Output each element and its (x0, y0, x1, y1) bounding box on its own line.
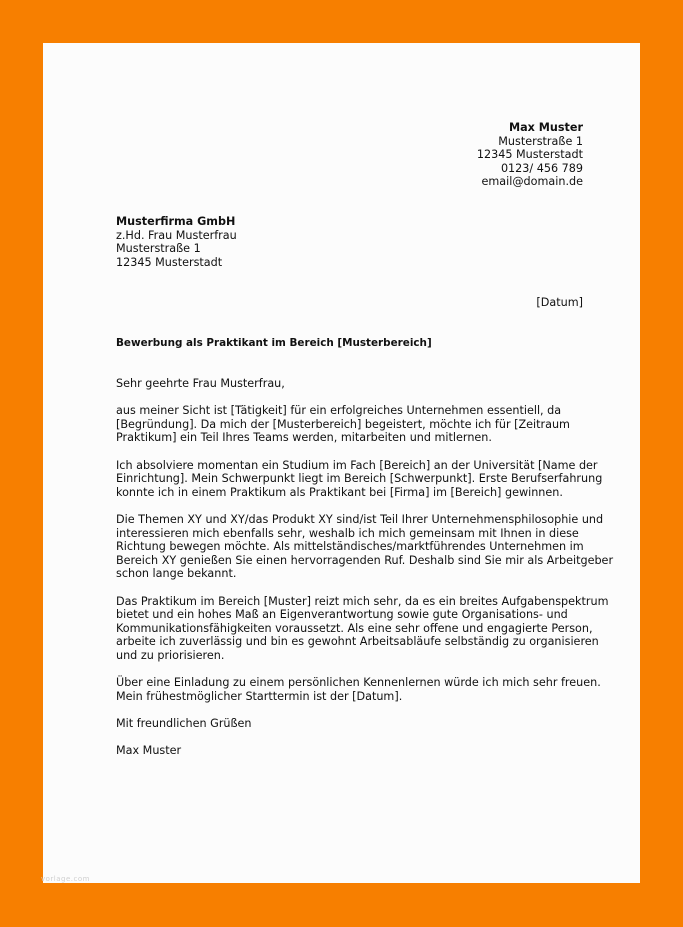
paragraph-line: Richtung bewegen möchte. Als mittelständisches/marktführendes Unternehmen im (116, 540, 584, 554)
sender-email: email@domain.de (481, 175, 583, 189)
letter-subject: Bewerbung als Praktikant im Bereich [Musterbereich] (116, 337, 432, 349)
paragraph-line: interessieren mich ebenfalls sehr, weshalb ich mich gemeinsam mit Ihnen in diese (116, 526, 579, 540)
paragraph-line: [Begründung]. Da mich der [Musterbereich] begeistert, möchte ich für [Zeitraum (116, 417, 570, 431)
sender-phone: 0123/ 456 789 (500, 161, 583, 175)
letter-page (43, 43, 640, 883)
paragraph-line: Die Themen XY und XY/das Produkt XY sind/ist Teil Ihrer Unternehmensphilosophie und (116, 512, 604, 526)
letter-body (116, 377, 614, 771)
sender-block (477, 121, 583, 189)
paragraph-line: Einrichtung]. Mein Schwerpunkt liegt im Bereich [Schwerpunkt]. Erste Berufserfahrung (116, 472, 603, 486)
body-paragraph (116, 458, 603, 500)
paragraph-line: Praktikum] ein Teil Ihres Teams werden, mitarbeiten und mitlernen. (116, 431, 492, 445)
letter-date: [Datum] (536, 296, 583, 309)
paragraph-line: aus meiner Sicht ist [Tätigkeit] für ein erfolgreiches Unternehmen essentiell, da (116, 404, 562, 418)
paragraph-line: Das Praktikum im Bereich [Muster] reizt mich sehr, da es ein breites Aufgabenspektrum (116, 594, 609, 608)
recipient-company: Musterfirma GmbH (116, 215, 236, 228)
watermark: vorlage.com (41, 875, 90, 883)
body-paragraph (116, 512, 614, 581)
paragraph-line: Mein frühestmöglicher Starttermin ist der [Datum]. (116, 689, 403, 703)
paragraph-line: und zu priorisieren. (116, 648, 225, 662)
recipient-street: Musterstraße 1 (116, 242, 201, 256)
sender-street: Musterstraße 1 (498, 134, 583, 148)
recipient-attention: z.Hd. Frau Musterfrau (116, 228, 237, 242)
salutation: Sehr geehrte Frau Musterfrau, (116, 377, 285, 390)
paragraph-line: Bereich XY genießen Sie einen hervorragenden Ruf. Deshalb sind Sie mir als Arbeitgeber (116, 553, 614, 567)
paragraph-line: schon lange bekannt. (116, 567, 237, 581)
body-paragraph (116, 404, 586, 445)
paragraph-line: Kommunikationsfähigkeiten voraussetzt. Als eine sehr offene und engagierte Person, (116, 621, 593, 635)
recipient-block (116, 215, 237, 269)
paragraph-line: Ich absolviere momentan ein Studium im Fach [Bereich] an der Universität [Name der (116, 458, 598, 472)
paragraph-line: Über eine Einladung zu einem persönlichen Kennenlernen würde ich mich sehr freuen. (116, 676, 601, 690)
body-paragraph (116, 594, 609, 663)
paragraphs (116, 404, 614, 703)
sender-name: Max Muster (508, 121, 583, 134)
paragraph-line: arbeite ich zuverlässig und bin es gewohnt Arbeitsabläufe selbständig zu organisieren (116, 635, 599, 649)
body-paragraph (116, 676, 601, 703)
recipient-city: 12345 Musterstadt (116, 255, 223, 269)
paragraph-line: konnte ich in einem Praktikum als Praktikant bei [Firma] im [Bereich] gewinnen. (116, 485, 563, 499)
paragraph-line: bietet und ein hohes Maß an Eigenverantwortung sowie gute Organisations- und (116, 608, 568, 622)
closing: Mit freundlichen Grüßen (116, 716, 252, 730)
sender-city: 12345 Musterstadt (476, 148, 583, 162)
signature: Max Muster (116, 744, 182, 758)
